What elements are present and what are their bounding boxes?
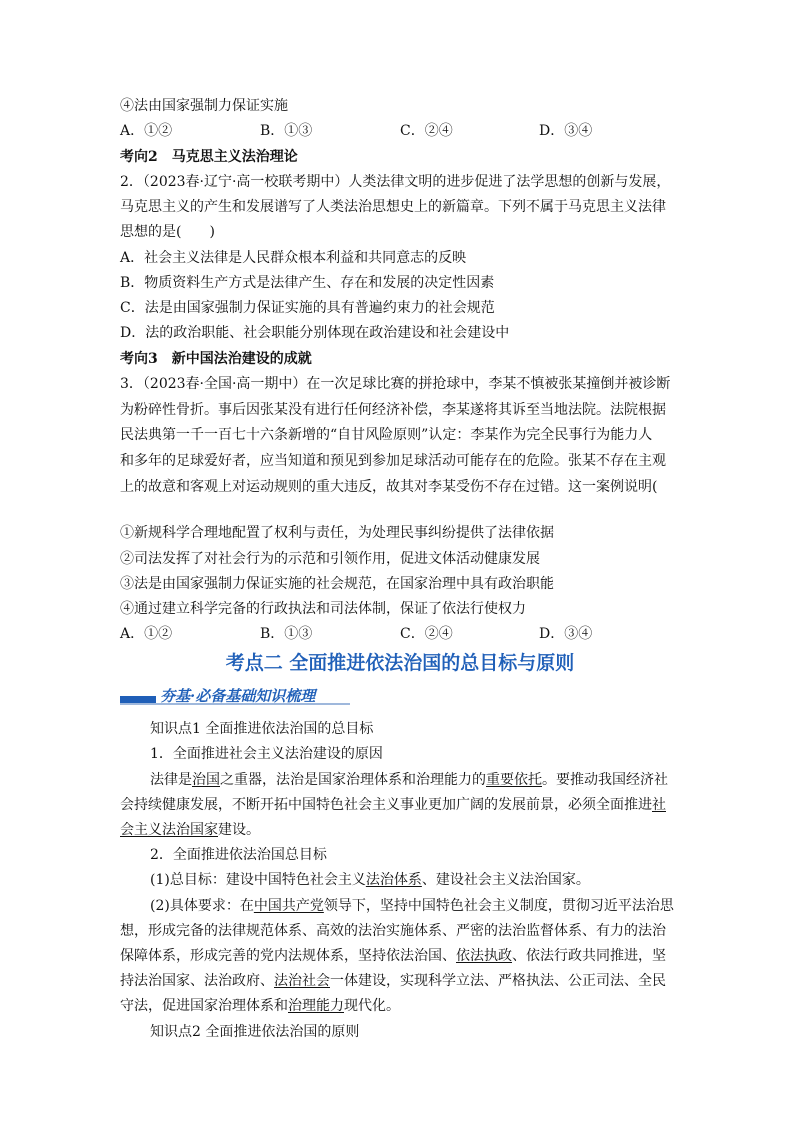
kp1-req-line bbox=[120, 946, 666, 966]
q1-option-b: B．①③ bbox=[260, 123, 313, 139]
q3-item: ②司法发挥了对社会行为的示范和引领作用，促进文体活动健康发展 bbox=[120, 551, 540, 567]
q1-option-c: C．②④ bbox=[400, 123, 453, 139]
text-run: 现代化。 bbox=[344, 998, 400, 1014]
q3-item: ④通过建立科学完备的行政执法和司法体制，保证了依法行使权力 bbox=[120, 601, 526, 617]
text-run: (2)具体要求：在 bbox=[150, 898, 254, 914]
q2-option-b: B．物质资料生产方式是法律产生、存在和发展的决定性因素 bbox=[120, 275, 495, 291]
fill-blank: 中国共产党 bbox=[253, 898, 324, 914]
q1-item-4: ④法由国家强制力保证实施 bbox=[120, 98, 288, 114]
text-run: 法律是 bbox=[150, 772, 192, 788]
kp1-req-line bbox=[120, 996, 400, 1016]
kaoxiang-2-heading: 考向2 马克思主义法治理论 bbox=[120, 149, 298, 165]
kp2-heading: 知识点2 全面推进依法治国的原则 bbox=[150, 1024, 360, 1040]
q2-stem-line-3: 思想的是( ) bbox=[120, 224, 215, 240]
text-run: 之重器，法治是国家治理体系和治理能力的 bbox=[220, 772, 486, 788]
q2-option-d: D．法的政治职能、社会职能分别体现在政治建设和社会建设中 bbox=[120, 325, 510, 341]
text-run: 、建设社会主义法治国家。 bbox=[421, 872, 590, 888]
fill-blank: 社 bbox=[652, 797, 666, 813]
kp1-sub1: 1．全面推进社会主义法治建设的原因 bbox=[150, 746, 383, 762]
fill-blank: 依法执政 bbox=[456, 948, 512, 964]
text-run: 持法治国家、法治政府、 bbox=[120, 973, 274, 989]
q2-stem-line-1: 2．（2023春·辽宁·高一校联考期中）人类法律文明的进步促进了法学思想的创新与发展， bbox=[120, 174, 671, 190]
q3-option-d: D．③④ bbox=[539, 626, 593, 642]
text-run: (1)总目标：建设中国特色社会主义 bbox=[150, 872, 366, 888]
q3-item: ①新规科学合理地配置了权利与责任，为处理民事纠纷提供了法律依据 bbox=[120, 525, 554, 541]
kp1-goal-line bbox=[150, 870, 590, 890]
q2-option-a: A．社会主义法律是人民群众根本利益和共同意志的反映 bbox=[120, 250, 467, 266]
fill-blank: 法治体系 bbox=[365, 872, 422, 888]
kp1-para-line bbox=[150, 770, 668, 790]
kaoxiang-3-heading: 考向3 新中国法治建设的成就 bbox=[120, 351, 312, 367]
kp1-req-line bbox=[120, 971, 666, 991]
kp1-sub2: 2．全面推进依法治国总目标 bbox=[150, 847, 327, 863]
q1-option-a: A．①② bbox=[120, 123, 173, 139]
text-run: 、依法行政共同推进，坚 bbox=[512, 948, 666, 964]
banner-accent-bar bbox=[120, 696, 156, 703]
q3-options bbox=[120, 624, 720, 644]
text-run: 保障体系，形成完善的党内法规体系，坚持依法治国、 bbox=[120, 948, 456, 964]
q3-option-a: A．①② bbox=[120, 626, 173, 642]
fill-blank: 重要依托 bbox=[486, 772, 542, 788]
text-run: 建设。 bbox=[218, 822, 260, 838]
q3-stem-line: 3．（2023春·全国·高一期中）在一次足球比赛的拼抢球中，李某不慎被张某撞倒并被诊断 bbox=[120, 376, 671, 392]
q3-option-c: C．②④ bbox=[400, 626, 453, 642]
text-run: 守法，促进国家治理体系和 bbox=[120, 998, 288, 1014]
banner-label: 夯基·必备基础知识梳理 bbox=[160, 687, 316, 705]
text-run: 一体建设，实现科学立法、严格执法、公正司法、全民 bbox=[330, 973, 666, 989]
q3-stem-line: 上的故意和客观上对运动规则的重大违反，故其对李某受伤不存在过错。这一案例说明( bbox=[120, 479, 658, 495]
fill-blank: 法治社会 bbox=[274, 973, 330, 989]
text-run: 。要推动我国经济社 bbox=[542, 772, 668, 788]
kp1-req-line bbox=[150, 896, 674, 916]
q3-option-b: B．①③ bbox=[260, 626, 313, 642]
q1-option-d: D．③④ bbox=[539, 123, 593, 139]
q3-stem-line: 民法典第一千一百七十六条新增的“自甘风险原则”认定：李某作为完全民事行为能力人 bbox=[120, 427, 653, 443]
q2-option-c: C．法是由国家强制力保证实施的具有普遍约束力的社会规范 bbox=[120, 300, 495, 316]
fill-blank: 治国 bbox=[192, 772, 220, 788]
kp1-heading: 知识点1 全面推进依法治国的总目标 bbox=[150, 721, 374, 737]
q3-stem-line: 和多年的足球爱好者，应当知道和预见到参加足球活动可能存在的危险。张某不存在主观 bbox=[120, 453, 666, 469]
q1-options bbox=[120, 121, 720, 141]
q3-item: ③法是由国家强制力保证实施的社会规范，在国家治理中具有政治职能 bbox=[120, 576, 554, 592]
section-title: 考点二 全面推进依法治国的总目标与原则 bbox=[225, 652, 575, 674]
text-run: 会持续健康发展，不断开拓中国特色社会主义事业更加广阔的发展前景，必须全面推进 bbox=[120, 797, 652, 813]
text-run: 领导下，坚持中国特色社会主义制度，贯彻习近平法治思 bbox=[323, 898, 674, 914]
kp1-req-line: 想，形成完备的法律规范体系、高效的法治实施体系、严密的法治监督体系、有力的法治 bbox=[120, 923, 666, 939]
kp1-para-line bbox=[120, 820, 260, 840]
fill-blank: 治理能力 bbox=[288, 998, 344, 1014]
kp1-para-line bbox=[120, 795, 666, 815]
section-banner bbox=[120, 684, 340, 708]
q2-stem-line-2: 马克思主义的产生和发展谱写了人类法治思想史上的新篇章。下列不属于马克思主义法律 bbox=[120, 199, 666, 215]
fill-blank: 会主义法治国家 bbox=[120, 822, 218, 838]
q3-stem-line: 为粉碎性骨折。事后因张某没有进行任何经济补偿，李某遂将其诉至当地法院。法院根据 bbox=[120, 402, 666, 418]
